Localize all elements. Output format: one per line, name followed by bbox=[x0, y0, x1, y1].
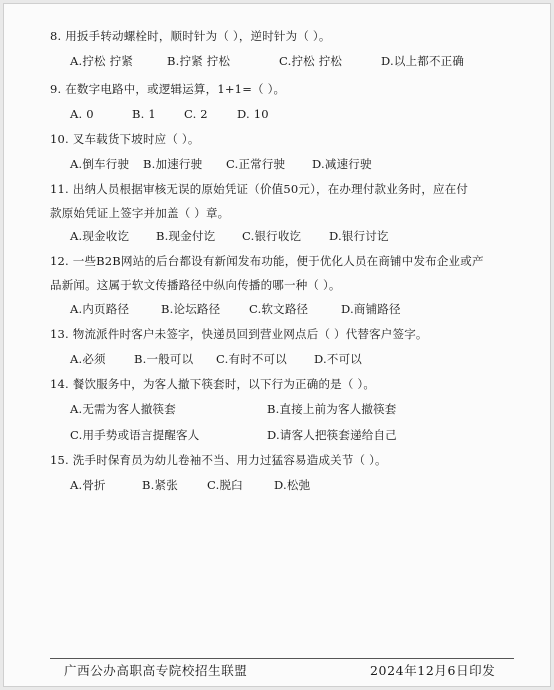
question-10-option-c: C.正常行驶 bbox=[226, 157, 286, 171]
exam-page bbox=[3, 3, 551, 687]
question-12-stem: 12. 一些B2B网站的后台都设有新闻发布功能，便于优化人员在商铺中发布企业或产 bbox=[50, 254, 484, 268]
question-11-option-d: D.银行讨讫 bbox=[329, 229, 389, 243]
question-11-stem-continued: 款原始凭证上签字并加盖（ ）章。 bbox=[50, 206, 230, 220]
question-13-stem: 13. 物流派件时客户未签字，快递员回到营业网点后（ ）代替客户签字。 bbox=[50, 327, 428, 341]
question-15-stem: 15. 洗手时保育员为幼儿卷袖不当、用力过猛容易造成关节（ ）。 bbox=[50, 453, 387, 467]
question-12-option-b: B.论坛路径 bbox=[161, 302, 221, 316]
question-14-stem: 14. 餐饮服务中，为客人撤下筷套时，以下行为正确的是（ ）。 bbox=[50, 377, 376, 391]
question-12-stem-continued: 品新闻。这属于软文传播路径中纵向传播的哪一种（ ）。 bbox=[50, 278, 341, 292]
question-15-option-b: B.紧张 bbox=[142, 478, 178, 492]
question-12-option-d: D.商铺路径 bbox=[341, 302, 401, 316]
question-8-option-c: C.拧松 拧松 bbox=[279, 54, 343, 68]
question-11-option-a: A.现金收讫 bbox=[70, 229, 130, 243]
question-13-option-a: A.必须 bbox=[70, 352, 106, 366]
question-14-option-a: A.无需为客人撤筷套 bbox=[70, 402, 176, 416]
question-9-stem: 9. 在数字电路中，或逻辑运算，1+1=（ ）。 bbox=[50, 82, 286, 96]
question-12-option-a: A.内页路径 bbox=[70, 302, 130, 316]
question-10-option-a: A.倒车行驶 bbox=[70, 157, 130, 171]
question-9-option-a: A. 0 bbox=[70, 107, 94, 121]
question-8-option-d: D.以上都不正确 bbox=[381, 54, 465, 68]
question-9-option-c: C. 2 bbox=[184, 107, 208, 121]
question-8-option-a: A.拧松 拧紧 bbox=[70, 54, 134, 68]
question-14-option-b: B.直接上前为客人撤筷套 bbox=[267, 402, 397, 416]
question-13-option-c: C.有时不可以 bbox=[216, 352, 287, 366]
question-15-option-a: A.骨折 bbox=[70, 478, 106, 492]
question-14-option-d: D.请客人把筷套递给自己 bbox=[267, 428, 397, 442]
question-9-option-d: D. 10 bbox=[237, 107, 269, 121]
question-13-option-d: D.不可以 bbox=[314, 352, 362, 366]
question-15-option-c: C.脱臼 bbox=[207, 478, 243, 492]
question-8-stem: 8. 用扳手转动螺栓时，顺时针为（ ），逆时针为（ ）。 bbox=[50, 29, 331, 43]
question-15-option-d: D.松弛 bbox=[274, 478, 311, 492]
question-10-stem: 10. 叉车载货下坡时应（ ）。 bbox=[50, 132, 200, 146]
question-11-option-c: C.银行收讫 bbox=[242, 229, 302, 243]
footer-date: 2024年12月6日印发 bbox=[370, 663, 496, 678]
question-12-option-c: C.软文路径 bbox=[249, 302, 309, 316]
question-8-option-b: B.拧紧 拧松 bbox=[167, 54, 231, 68]
footer-issuer: 广西公办高职高专院校招生联盟 bbox=[64, 663, 248, 678]
question-11-stem: 11. 出纳人员根据审核无误的原始凭证（价值50元），在办理付款业务时，应在付 bbox=[50, 182, 469, 196]
question-9-option-b: B. 1 bbox=[132, 107, 156, 121]
footer-divider bbox=[50, 658, 514, 659]
question-10-option-b: B.加速行驶 bbox=[143, 157, 203, 171]
question-10-option-d: D.减速行驶 bbox=[312, 157, 372, 171]
question-13-option-b: B.一般可以 bbox=[134, 352, 194, 366]
question-14-option-c: C.用手势或语言提醒客人 bbox=[70, 428, 200, 442]
question-11-option-b: B.现金付讫 bbox=[156, 229, 216, 243]
